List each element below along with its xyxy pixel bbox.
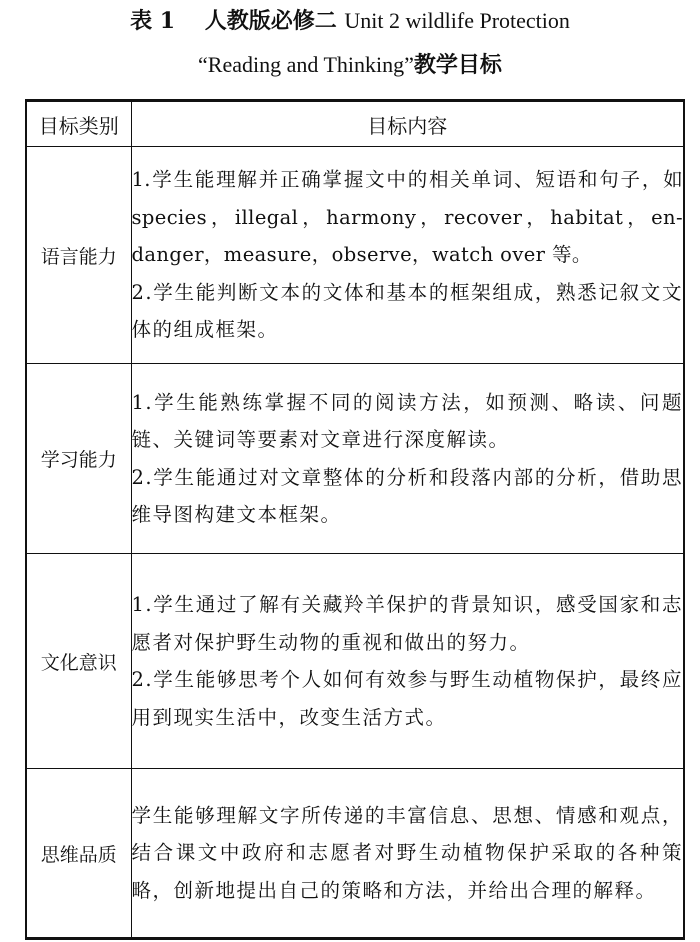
- table-number: 表 1: [130, 8, 176, 34]
- content-cell: [131, 147, 684, 364]
- caption-suffix: 教学目标: [413, 52, 502, 78]
- textbook-name: 人教版必修二: [204, 8, 337, 34]
- table-header-row: [26, 101, 684, 147]
- category-cell: 文化意识: [26, 554, 131, 769]
- header-category: 目标类别: [26, 101, 131, 147]
- goal-item: 2.学生能通过对文章整体的分析和段落内部的分析，借助思维导图构建文本框架。: [131, 465, 683, 526]
- content-cell: [131, 554, 684, 769]
- category-cell: 语言能力: [26, 147, 131, 364]
- content-cell: [131, 769, 684, 939]
- goal-item: 1.学生通过了解有关藏羚羊保护的背景知识，感受国家和志愿者对保护野生动物的重视和做出的努力。: [131, 593, 683, 654]
- teaching-goals-table: [25, 99, 685, 940]
- goal-item: 学生能够理解文字所传递的丰富信息、思想、情感和观点，结合课文中政府和志愿者对野生动植物保护采取的各种策略，创新地提出自己的策略和方法，并给出合理的解释。: [131, 803, 683, 902]
- content-cell: [131, 364, 684, 554]
- table-row-culture: [26, 554, 684, 769]
- table-row-thinking: [26, 769, 684, 939]
- goal-item: 1.学生能理解并正确掌握文中的相关单词、短语和句子，如 species，illegal，harmony，recover，habitat，en-danger，measure，observe，watch over 等。: [131, 168, 683, 267]
- category-cell: 学习能力: [26, 364, 131, 554]
- table-caption-line1: [0, 6, 700, 36]
- goal-item: 2.学生能判断文本的文体和基本的框架组成，熟悉记叙文文体的组成框架。: [131, 280, 683, 342]
- unit-title: Unit 2 wildlife Protection: [344, 8, 570, 33]
- table-caption-line2: [0, 50, 700, 80]
- table-row-learning: [26, 364, 684, 554]
- header-content: 目标内容: [131, 101, 684, 147]
- goal-item: 2.学生能够思考个人如何有效参与野生动植物保护，最终应用到现实生活中，改变生活方式。: [131, 668, 683, 729]
- goal-item: 1.学生能熟练掌握不同的阅读方法，如预测、略读、问题链、关键词等要素对文章进行深度解读。: [131, 390, 683, 451]
- section-title: “Reading and Thinking”: [198, 52, 414, 77]
- table-row-language: [26, 147, 684, 364]
- category-cell: 思维品质: [26, 769, 131, 939]
